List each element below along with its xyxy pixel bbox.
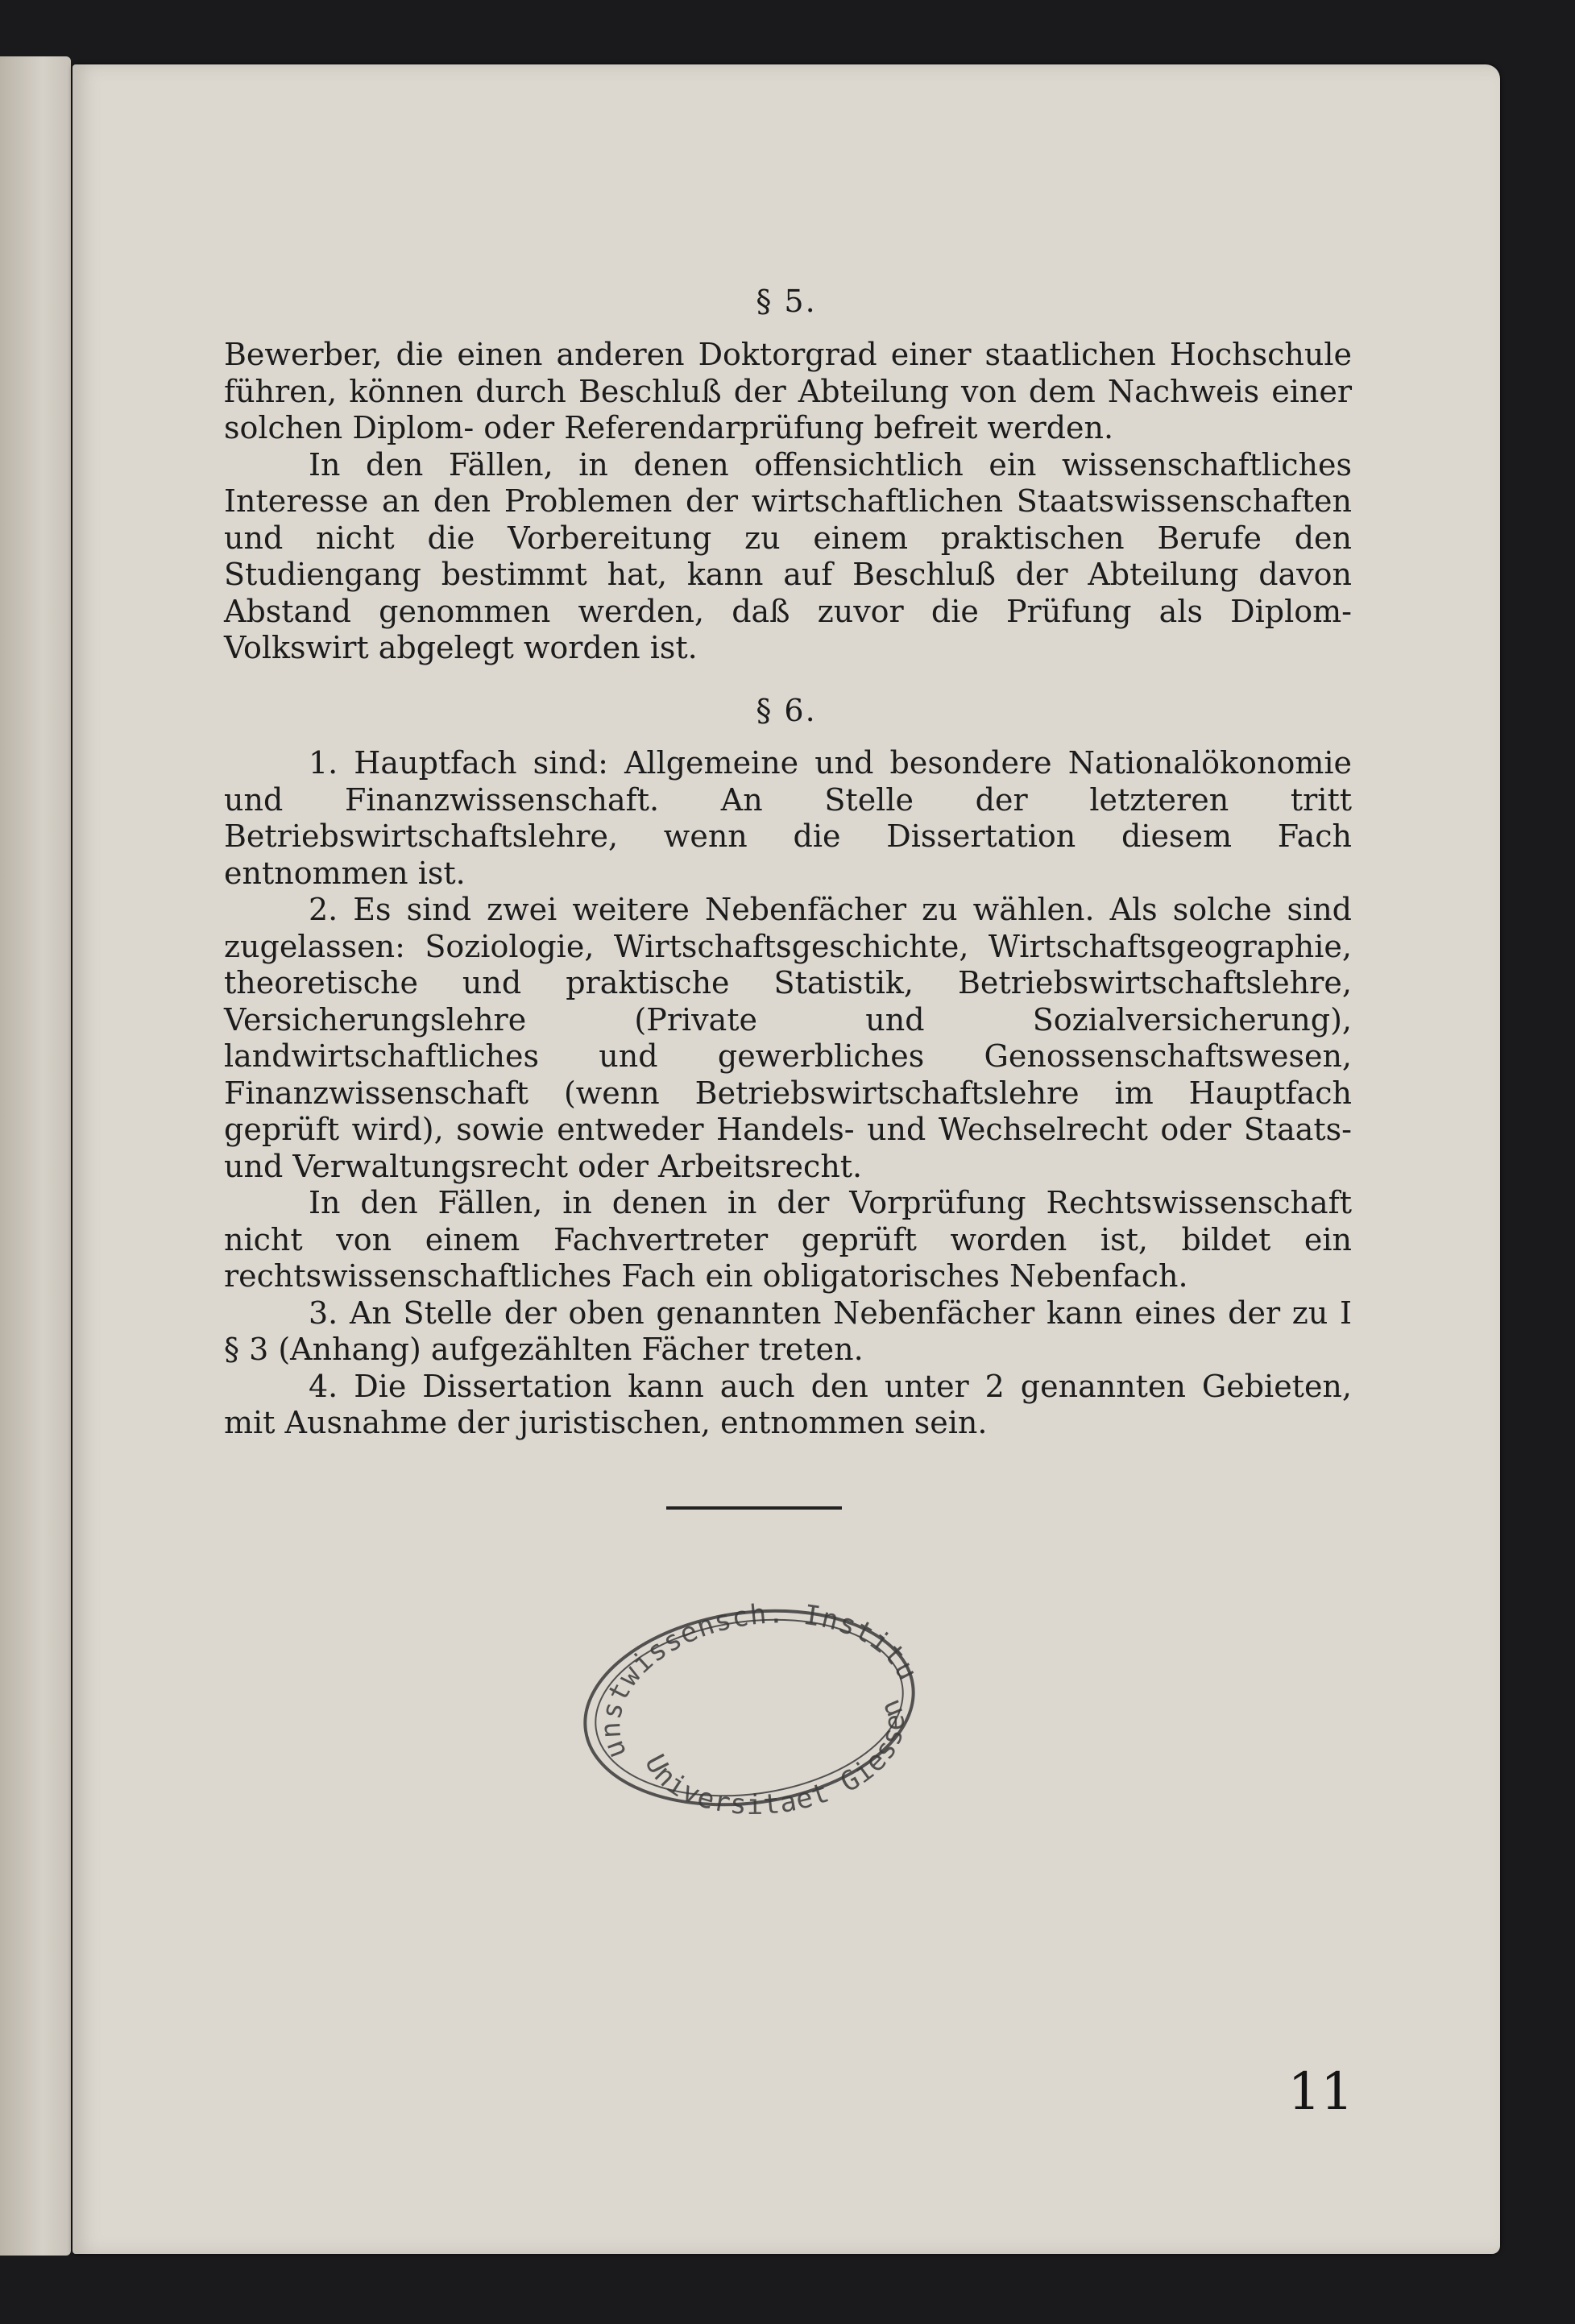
section-6-heading: § 6. <box>756 693 817 728</box>
section-6-item-2-note: In den Fällen, in denen in der Vorprüfung Rechtswissenschaft nicht von einem Fachvertreter geprüft worden ist, bildet ein rechtswissenschaftliches Fach ein obligatorisches Nebenfach. <box>224 1185 1352 1294</box>
section-6-body <box>224 745 1352 1442</box>
section-6-item-4: 4. Die Dissertation kann auch den unter 2 genannten Gebieten, mit Ausnahme der juristischen, entnommen sein. <box>224 1368 1352 1440</box>
stamp-bottom-text: Universitaet Giessen <box>638 1694 911 1821</box>
section-6-item-2: 2. Es sind zwei weitere Nebenfächer zu wählen. Als solche sind zugelassen: Soziologie, Wirtschaftsgeschichte, Wirtschaftsgeographie, theoretische und praktische Statistik, Betriebswirtschaftslehre, Versicherungslehre (Private und Sozialversicherung), landwirtschaftliches und gewerbliches Genossenschaftswesen, Finanzwissenschaft (wenn Betriebswirtschaftslehre im Hauptfach geprüft wird), sowie entweder Handels- und Wechselrecht oder Staats- und Verwaltungsrecht oder Arbeitsrecht. <box>224 892 1352 1184</box>
section-5-heading: § 5. <box>756 284 817 319</box>
stamp-graphic <box>564 1579 935 1837</box>
section-5-paragraph-1: Bewerber, die einen anderen Doktorgrad einer staatlichen Hochschule führen, können durch Beschluß der Abteilung von dem Nachweis einer solchen Diplom- oder Referendarprüfung befreit werden. <box>224 337 1352 445</box>
document-page <box>73 64 1500 2254</box>
section-divider <box>666 1506 842 1510</box>
left-page-edge <box>0 56 71 2256</box>
library-stamp <box>564 1579 935 1840</box>
section-6-item-1: 1. Hauptfach sind: Allgemeine und besondere Nationalökonomie und Finanzwissenschaft. An Stelle der letzteren tritt Betriebswirtschaftslehre, wenn die Dissertation diesem Fach entnommen ist. <box>224 745 1352 891</box>
section-6-item-3: 3. An Stelle der oben genannten Nebenfächer kann eines der zu I § 3 (Anhang) aufgezählten Fächer treten. <box>224 1295 1352 1367</box>
section-5-body <box>224 337 1352 667</box>
section-5-paragraph-2: In den Fällen, in denen offensichtlich ein wissenschaftliches Interesse an den Problemen der wirtschaftlichen Staatswissenschaften und nicht die Vorbereitung zu einem praktischen Berufe den Studiengang bestimmt hat, kann auf Beschluß der Abteilung davon Abstand genommen werden, daß zuvor die Prüfung als Diplom-Volkswirt abgelegt worden ist. <box>224 446 1352 665</box>
stamp-top-text: Kunstwissensch. Institut <box>594 1597 925 1763</box>
svg-text:Universitaet Giessen <box>634 1693 923 1837</box>
page-number: 11 <box>1287 2062 1353 2122</box>
